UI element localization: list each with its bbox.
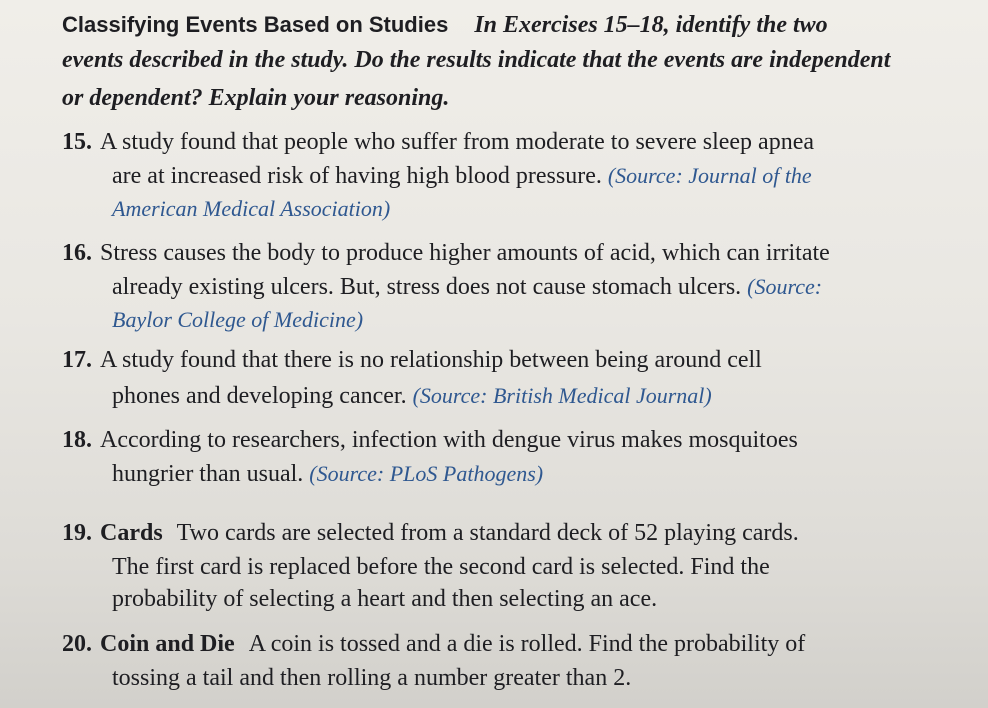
exercise-number: 18. [62,427,92,453]
exercise-number: 16. [62,240,92,266]
exercise-number: 17. [62,347,92,373]
source-citation: (Source: [747,274,823,299]
exercise-20-line-1 [62,629,805,659]
source-citation: (Source: Journal of the [607,163,812,188]
exercise-20-line-2: tossing a tail and then rolling a number greater than 2. [112,665,632,691]
section-header-line-1 [62,10,974,40]
section-heading: Classifying Events Based on Studies [62,12,449,37]
source-citation: (Source: British Medical Journal) [412,383,712,408]
exercise-19-line-2: The first card is replaced before the second card is selected. Find the [112,554,770,580]
exercise-text: hungrier than usual. [112,461,304,487]
exercise-15-line-2 [112,161,812,191]
instructions-text: In Exercises 15–18, identify the two [474,12,828,38]
exercise-18-line-2 [112,459,543,489]
exercise-16-line-1 [62,238,830,268]
instructions-line-2: events described in the study. Do the results indicate that the events are independent [62,47,891,73]
exercise-text: A coin is tossed and a die is rolled. Find the probability of [248,631,806,657]
source-citation: (Source: PLoS Pathogens) [309,461,544,486]
exercise-text: phones and developing cancer. [112,383,407,409]
source-citation: American Medical Association) [112,196,391,221]
exercise-text: A study found that people who suffer from moderate to severe sleep apnea [100,129,814,155]
exercise-title: Cards [100,520,163,546]
source-citation: Baylor College of Medicine) [112,307,364,332]
exercise-number: 19. [62,520,92,546]
exercise-17-line-1 [62,345,762,375]
exercise-text: A study found that there is no relationship between being around cell [100,347,762,373]
exercise-text: Two cards are selected from a standard deck of 52 playing cards. [176,520,799,546]
exercise-text: are at increased risk of having high blood pressure. [112,163,602,189]
exercise-text: According to researchers, infection with dengue virus makes mosquitoes [100,427,798,453]
exercise-title: Coin and Die [100,631,235,657]
exercise-15-line-1 [62,127,814,157]
instructions-line-3: or dependent? Explain your reasoning. [62,85,450,111]
exercise-16-line-2 [112,272,822,302]
exercise-18-line-1 [62,425,798,455]
exercise-number: 20. [62,631,92,657]
exercise-19-line-3: probability of selecting a heart and then selecting an ace. [112,586,658,612]
exercise-text: already existing ulcers. But, stress does not cause stomach ulcers. [112,274,742,300]
exercise-number: 15. [62,129,92,155]
exercise-19-line-1 [62,518,799,548]
exercise-17-line-2 [112,381,712,411]
exercise-text: Stress causes the body to produce higher amounts of acid, which can irritate [100,240,830,266]
